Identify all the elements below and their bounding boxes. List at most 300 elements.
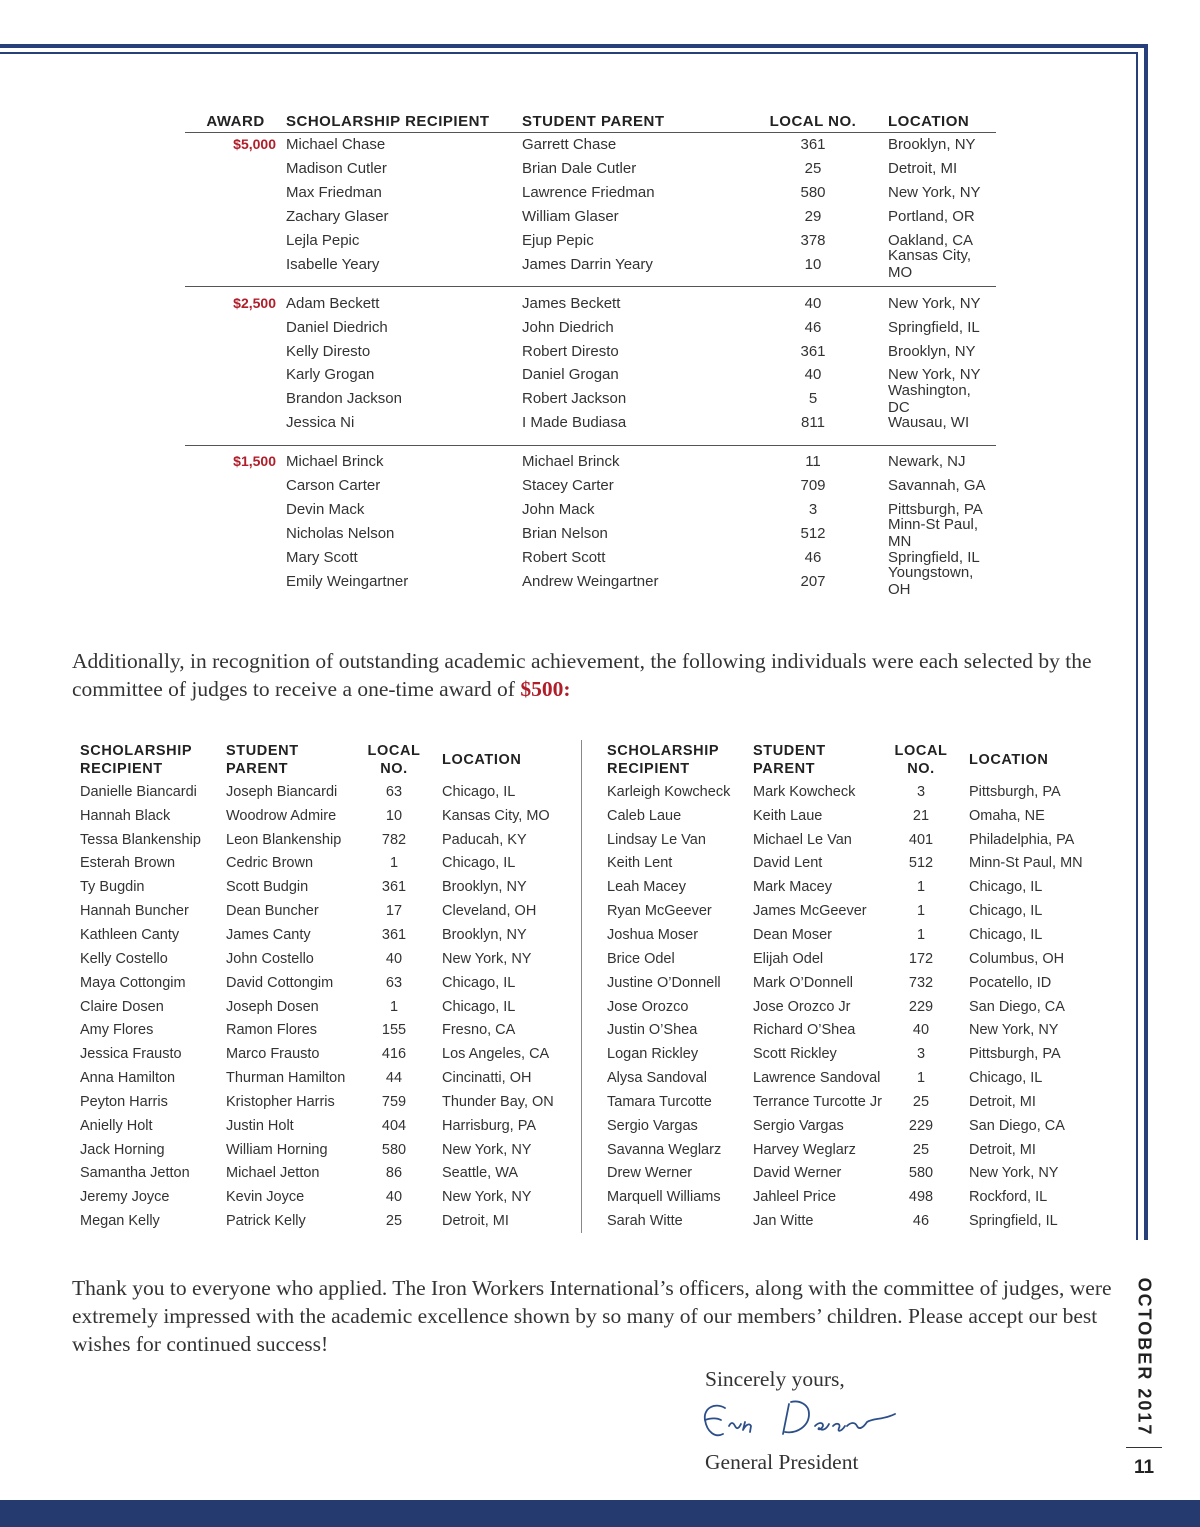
local-cell: 40 [385,950,403,967]
sidebar-rule [1126,1447,1162,1448]
location-cell: Chicago, IL [969,1070,1043,1087]
local-cell-text: 25 [804,160,822,178]
header-location: LOCATION [442,752,522,768]
recipient-cell [286,390,522,407]
location-cell: San Diego, CA [969,1117,1065,1134]
location-cell: Rockford, IL [969,1189,1048,1206]
location-cell [885,477,996,494]
recipient-cell [286,414,522,431]
recipient-cell [286,573,522,590]
local-cell: 416 [381,1046,407,1063]
recipient-cell: Drew Werner [607,1165,693,1182]
location-cell: Chicago, IL [442,974,516,991]
local-cell-text: 207 [800,572,826,590]
award-amount: $5,000 [233,136,276,153]
parent-cell-text: Andrew Weingartner [522,572,659,590]
location-cell [885,414,996,431]
table-row [607,1138,1107,1162]
recipient-cell-text: Max Friedman [286,184,382,202]
table-row [80,1090,580,1114]
parent-cell-text: James Beckett [522,294,621,312]
local-cell [741,549,885,566]
local-cell [741,390,885,407]
recipient-cell-text: Michael Chase [286,136,386,154]
page-frame-right [1144,44,1148,1240]
table-row [80,1138,580,1162]
table-row [185,411,996,435]
table-row [607,875,1107,899]
signature [695,1392,910,1455]
header-local: LOCAL NO. [367,743,421,777]
local-cell [741,414,885,431]
recipient-cell [286,453,522,470]
local-cell: 86 [385,1165,403,1182]
signer-title: General President [705,1450,859,1474]
recipient-cell: Tessa Blankenship [80,831,201,848]
table-row [80,923,580,947]
salutation: Sincerely yours, [705,1367,845,1391]
location-cell: Harrisburg, PA [442,1117,537,1134]
recipient-cell: Jack Horning [80,1141,165,1158]
local-cell: 404 [381,1117,407,1134]
parent-cell: Kevin Joyce [226,1189,305,1206]
parent-cell: Lawrence Sandoval [753,1070,881,1087]
location-cell: Chicago, IL [442,783,516,800]
table-row [607,1114,1107,1138]
recipient-cell [286,366,522,383]
table-row [607,1209,1107,1233]
local-cell: 1 [916,926,926,943]
recipient-cell-text: Madison Cutler [286,160,387,178]
parent-cell: Ramon Flores [226,1022,318,1039]
location-cell-text: New York, NY [888,366,981,384]
location-cell [885,453,996,470]
signature-graphic [695,1392,910,1450]
table-header [185,110,996,133]
parent-cell: Jahleel Price [753,1189,837,1206]
recipient-cell: Maya Cottongim [80,974,186,991]
table-row [80,1209,580,1233]
location-cell [885,136,996,153]
parent-cell: Keith Laue [753,807,823,824]
location-cell-text: Brooklyn, NY [888,136,976,154]
recipient-cell: Logan Rickley [607,1046,699,1063]
recipient-cell-text: Karly Grogan [286,366,375,384]
parent-cell [522,343,741,360]
recipient-cell-text: Nicholas Nelson [286,524,395,542]
location-cell: Omaha, NE [969,807,1045,824]
local-cell: 229 [908,998,934,1015]
header-parent: STUDENT PARENT [522,112,665,130]
recipient-cell [286,232,522,249]
parent-cell [522,573,741,590]
location-cell: New York, NY [442,950,532,967]
local-cell [741,295,885,312]
local-cell: 172 [908,950,934,967]
recipient-cell [286,184,522,201]
recipient-cell: Brice Odel [607,950,675,967]
page-frame-top [0,44,1148,48]
local-cell-text: 5 [808,390,818,408]
table-row [607,971,1107,995]
local-cell: 17 [385,903,403,920]
local-cell-text: 46 [804,548,822,566]
table-row [185,545,996,569]
local-cell: 580 [381,1141,407,1158]
location-cell: Paducah, KY [442,831,527,848]
parent-cell-text: Ejup Pepic [522,232,594,249]
local-cell [741,573,885,590]
location-cell-text: Minn-St Paul, MN [888,516,979,551]
local-cell-text: 40 [804,294,822,312]
parent-cell: Mark Macey [753,879,832,896]
parent-cell-text: James Darrin Yeary [522,255,653,273]
local-cell: 46 [912,1213,930,1230]
location-cell-text: Wausau, WI [888,414,970,432]
page-frame-right-inner [1136,52,1138,1240]
local-cell [741,184,885,201]
recipient-cell: Jose Orozco [607,998,689,1015]
location-cell [885,382,996,416]
recipient-cell: Kelly Costello [80,950,168,967]
intro-paragraph [72,647,1112,703]
location-cell: Springfield, IL [969,1213,1058,1230]
recipient-cell: Esterah Brown [80,855,176,872]
parent-cell: Dean Buncher [226,903,319,920]
parent-cell: David Lent [753,855,823,872]
location-cell [885,295,996,312]
parent-cell-text: Michael Brinck [522,453,620,471]
table-header [80,740,580,780]
recipient-cell: Hannah Buncher [80,903,189,920]
recipient-cell [286,549,522,566]
local-cell: 10 [385,807,403,824]
local-cell [741,501,885,518]
table-row [607,923,1107,947]
table-row [185,205,996,229]
table-row [80,995,580,1019]
table-row [607,899,1107,923]
local-cell [741,477,885,494]
local-cell-text: 29 [804,208,822,226]
parent-cell [522,477,741,494]
parent-cell: Scott Rickley [753,1046,837,1063]
parent-cell [522,136,741,153]
parent-cell-text: I Made Budiasa [522,414,627,432]
location-cell: Chicago, IL [969,926,1043,943]
parent-cell [522,501,741,518]
parent-cell: Marco Frausto [226,1046,320,1063]
local-cell: 25 [912,1093,930,1110]
header-award: AWARD [206,112,265,130]
table-row [80,1185,580,1209]
recipient-cell: Joshua Moser [607,926,699,943]
group-divider [185,286,996,287]
local-cell [741,525,885,542]
location-cell-text: Oakland, CA [888,232,974,249]
table-body [185,133,996,599]
local-cell: 732 [908,974,934,991]
recipient-cell: Ty Bugdin [80,879,145,896]
recipient-cell: Anielly Holt [80,1117,153,1134]
award-group [185,133,996,282]
header-recipient: SCHOLARSHIP RECIPIENT [607,743,720,777]
location-cell-text: New York, NY [888,294,981,312]
parent-cell [522,295,741,312]
location-cell: San Diego, CA [969,998,1065,1015]
table-row [607,1090,1107,1114]
location-cell: Columbus, OH [969,950,1065,967]
location-cell-text: Youngstown, OH [888,564,974,599]
award-cell [185,453,286,470]
recipient-cell-text: Brandon Jackson [286,390,402,408]
table-row [80,899,580,923]
recipient-cell: Sergio Vargas [607,1117,698,1134]
parent-cell [522,256,741,273]
recipient-cell-text: Zachary Glaser [286,208,389,226]
location-cell: Thunder Bay, ON [442,1093,554,1110]
recipient-cell: Justin O’Shea [607,1022,698,1039]
parent-cell: Cedric Brown [226,855,314,872]
table-row [607,995,1107,1019]
parent-cell: William Horning [226,1141,328,1158]
parent-cell: Joseph Dosen [226,998,319,1015]
local-cell: 44 [385,1070,403,1087]
local-cell: 1 [916,879,926,896]
table-row [185,339,996,363]
parent-cell-text: Robert Diresto [522,342,619,360]
location-cell-text: Portland, OR [888,208,975,226]
location-cell: Los Angeles, CA [442,1046,550,1063]
column-divider [581,740,582,1233]
location-cell: Cleveland, OH [442,903,537,920]
location-cell: Kansas City, MO [442,807,550,824]
parent-cell: Woodrow Admire [226,807,337,824]
recipient-cell: Kathleen Canty [80,926,180,943]
local-cell-text: 811 [801,414,825,432]
recipient-cell [286,295,522,312]
table-row [80,828,580,852]
recipient-cell: Anna Hamilton [80,1070,176,1087]
local-cell: 63 [385,783,403,800]
parent-cell-text: Brian Dale Cutler [522,160,637,178]
location-cell: Seattle, WA [442,1165,519,1182]
parent-cell: Michael Le Van [753,831,852,848]
local-cell-text: 10 [804,255,822,273]
table-row [607,1162,1107,1186]
table-row [80,780,580,804]
location-cell: Chicago, IL [969,879,1043,896]
parent-cell: Justin Holt [226,1117,294,1134]
parent-cell-text: Brian Nelson [522,524,608,542]
parent-cell: Scott Budgin [226,879,309,896]
table-row [80,1042,580,1066]
recipient-cell: Danielle Biancardi [80,783,197,800]
local-cell: 580 [908,1165,934,1182]
location-cell-text: Kansas City, MO [888,247,972,282]
parent-cell: Terrance Turcotte Jr [753,1093,882,1110]
header-recipient: SCHOLARSHIP RECIPIENT [286,112,490,130]
recipient-cell: Marquell Williams [607,1189,721,1206]
table-row [607,947,1107,971]
parent-cell [522,390,741,407]
location-cell [885,343,996,360]
local-cell: 40 [912,1022,930,1039]
header-local: LOCAL NO. [894,743,948,777]
location-cell: Minn-St Paul, MN [969,855,1083,872]
table-body [607,780,1107,1233]
table-body [80,780,580,1233]
local-cell: 3 [916,783,926,800]
location-cell: Detroit, MI [969,1141,1036,1158]
local-cell [741,453,885,470]
location-cell [885,516,996,550]
parent-cell: Jose Orozco Jr [753,998,851,1015]
table-row [185,450,996,474]
recipient-cell-text: Isabelle Yeary [286,255,380,273]
local-cell: 1 [916,1070,926,1087]
location-cell-text: Newark, NJ [888,453,966,471]
table-row [607,804,1107,828]
parent-cell: Elijah Odel [753,950,824,967]
table-row [80,1018,580,1042]
table-row [80,1162,580,1186]
local-cell: 40 [385,1189,403,1206]
recipient-cell-text: Carson Carter [286,477,381,495]
local-cell [741,232,885,249]
table-row [185,157,996,181]
parent-cell: David Cottongim [226,974,334,991]
location-cell: New York, NY [442,1141,532,1158]
table-row [607,1066,1107,1090]
header-location: LOCATION [969,752,1049,768]
local-cell: 3 [916,1046,926,1063]
local-cell-text: 11 [805,453,821,471]
parent-cell [522,184,741,201]
location-cell [885,564,996,598]
header-location: LOCATION [888,112,970,130]
recipient-cell-text: Emily Weingartner [286,572,409,590]
local-cell-text: 361 [800,342,826,360]
local-cell: 401 [908,831,934,848]
scholarship-award-table [185,110,996,599]
location-cell: Fresno, CA [442,1022,516,1039]
award-amount: $2,500 [233,294,276,311]
recipient-cell [286,208,522,225]
local-cell [741,208,885,225]
location-cell: Chicago, IL [442,998,516,1015]
recipient-cell-text: Devin Mack [286,500,365,518]
header-parent: STUDENT PARENT [753,743,826,777]
table-row [607,828,1107,852]
local-cell-text: 512 [800,524,826,542]
header-local: LOCAL NO. [769,112,857,130]
recipient-cell: Sarah Witte [607,1213,683,1230]
intro-text: Additionally, in recognition of outstanding academic achievement, the following individuals were each selected by the committee of judges to receive a one-time award of [72,649,1092,701]
recipient-cell-text: Michael Brinck [286,453,384,471]
recipient-cell-text: Lejla Pepic [286,232,360,249]
header-parent: STUDENT PARENT [226,743,299,777]
table-row [185,181,996,205]
location-cell: Detroit, MI [969,1093,1036,1110]
table-row [80,1114,580,1138]
recipient-cell [286,343,522,360]
award-500-table-left [80,740,580,1233]
local-cell-text: 580 [800,184,826,202]
recipient-cell: Jeremy Joyce [80,1189,170,1206]
page-frame-top-inner [0,52,1138,54]
table-row [80,804,580,828]
parent-cell: Kristopher Harris [226,1093,335,1110]
award-500-table-right [607,740,1107,1233]
table-row [607,1185,1107,1209]
local-cell: 498 [908,1189,934,1206]
table-row [185,133,996,157]
location-cell-text: Springfield, IL [888,548,980,566]
table-row [80,947,580,971]
local-cell-text: 709 [800,477,826,495]
location-cell: Pittsburgh, PA [969,783,1061,800]
header-recipient: SCHOLARSHIP RECIPIENT [80,743,193,777]
local-cell: 1 [916,903,926,920]
recipient-cell [286,136,522,153]
recipient-cell [286,319,522,336]
parent-cell-text: Daniel Grogan [522,366,619,384]
recipient-cell-text: Kelly Diresto [286,342,371,360]
parent-cell: David Werner [753,1165,842,1182]
parent-cell [522,414,741,431]
parent-cell: Mark Kowcheck [753,783,856,800]
recipient-cell: Justine O’Donnell [607,974,721,991]
parent-cell: Dean Moser [753,926,832,943]
local-cell [741,343,885,360]
recipient-cell-text: Adam Beckett [286,294,380,312]
location-cell: Brooklyn, NY [442,879,527,896]
local-cell [741,136,885,153]
location-cell: Pittsburgh, PA [969,1046,1061,1063]
recipient-cell: Amy Flores [80,1022,154,1039]
local-cell: 21 [912,807,930,824]
parent-cell: James McGeever [753,903,867,920]
location-cell-text: Detroit, MI [888,160,958,178]
table-row [185,315,996,339]
location-cell: Chicago, IL [442,855,516,872]
table-row [80,971,580,995]
page-number: 11 [1133,1457,1155,1478]
award-group [185,450,996,599]
table-row [185,247,996,282]
local-cell-text: 3 [808,500,818,518]
recipient-cell: Megan Kelly [80,1213,160,1230]
local-cell: 361 [381,926,407,943]
parent-cell: Mark O’Donnell [753,974,853,991]
location-cell-text: Pittsburgh, PA [888,500,983,518]
issue-date: OCTOBER 2017 [1134,1277,1155,1437]
parent-cell-text: William Glaser [522,208,619,226]
recipient-cell: Keith Lent [607,855,673,872]
recipient-cell: Hannah Black [80,807,171,824]
table-row [185,291,996,315]
recipient-cell: Karleigh Kowcheck [607,783,731,800]
award-cell [185,136,286,153]
local-cell: 1 [389,998,399,1015]
table-row [607,1018,1107,1042]
local-cell [741,160,885,177]
parent-cell: John Costello [226,950,314,967]
location-cell-text: Washington, DC [888,381,971,416]
local-cell: 759 [381,1093,407,1110]
local-cell: 25 [912,1141,930,1158]
